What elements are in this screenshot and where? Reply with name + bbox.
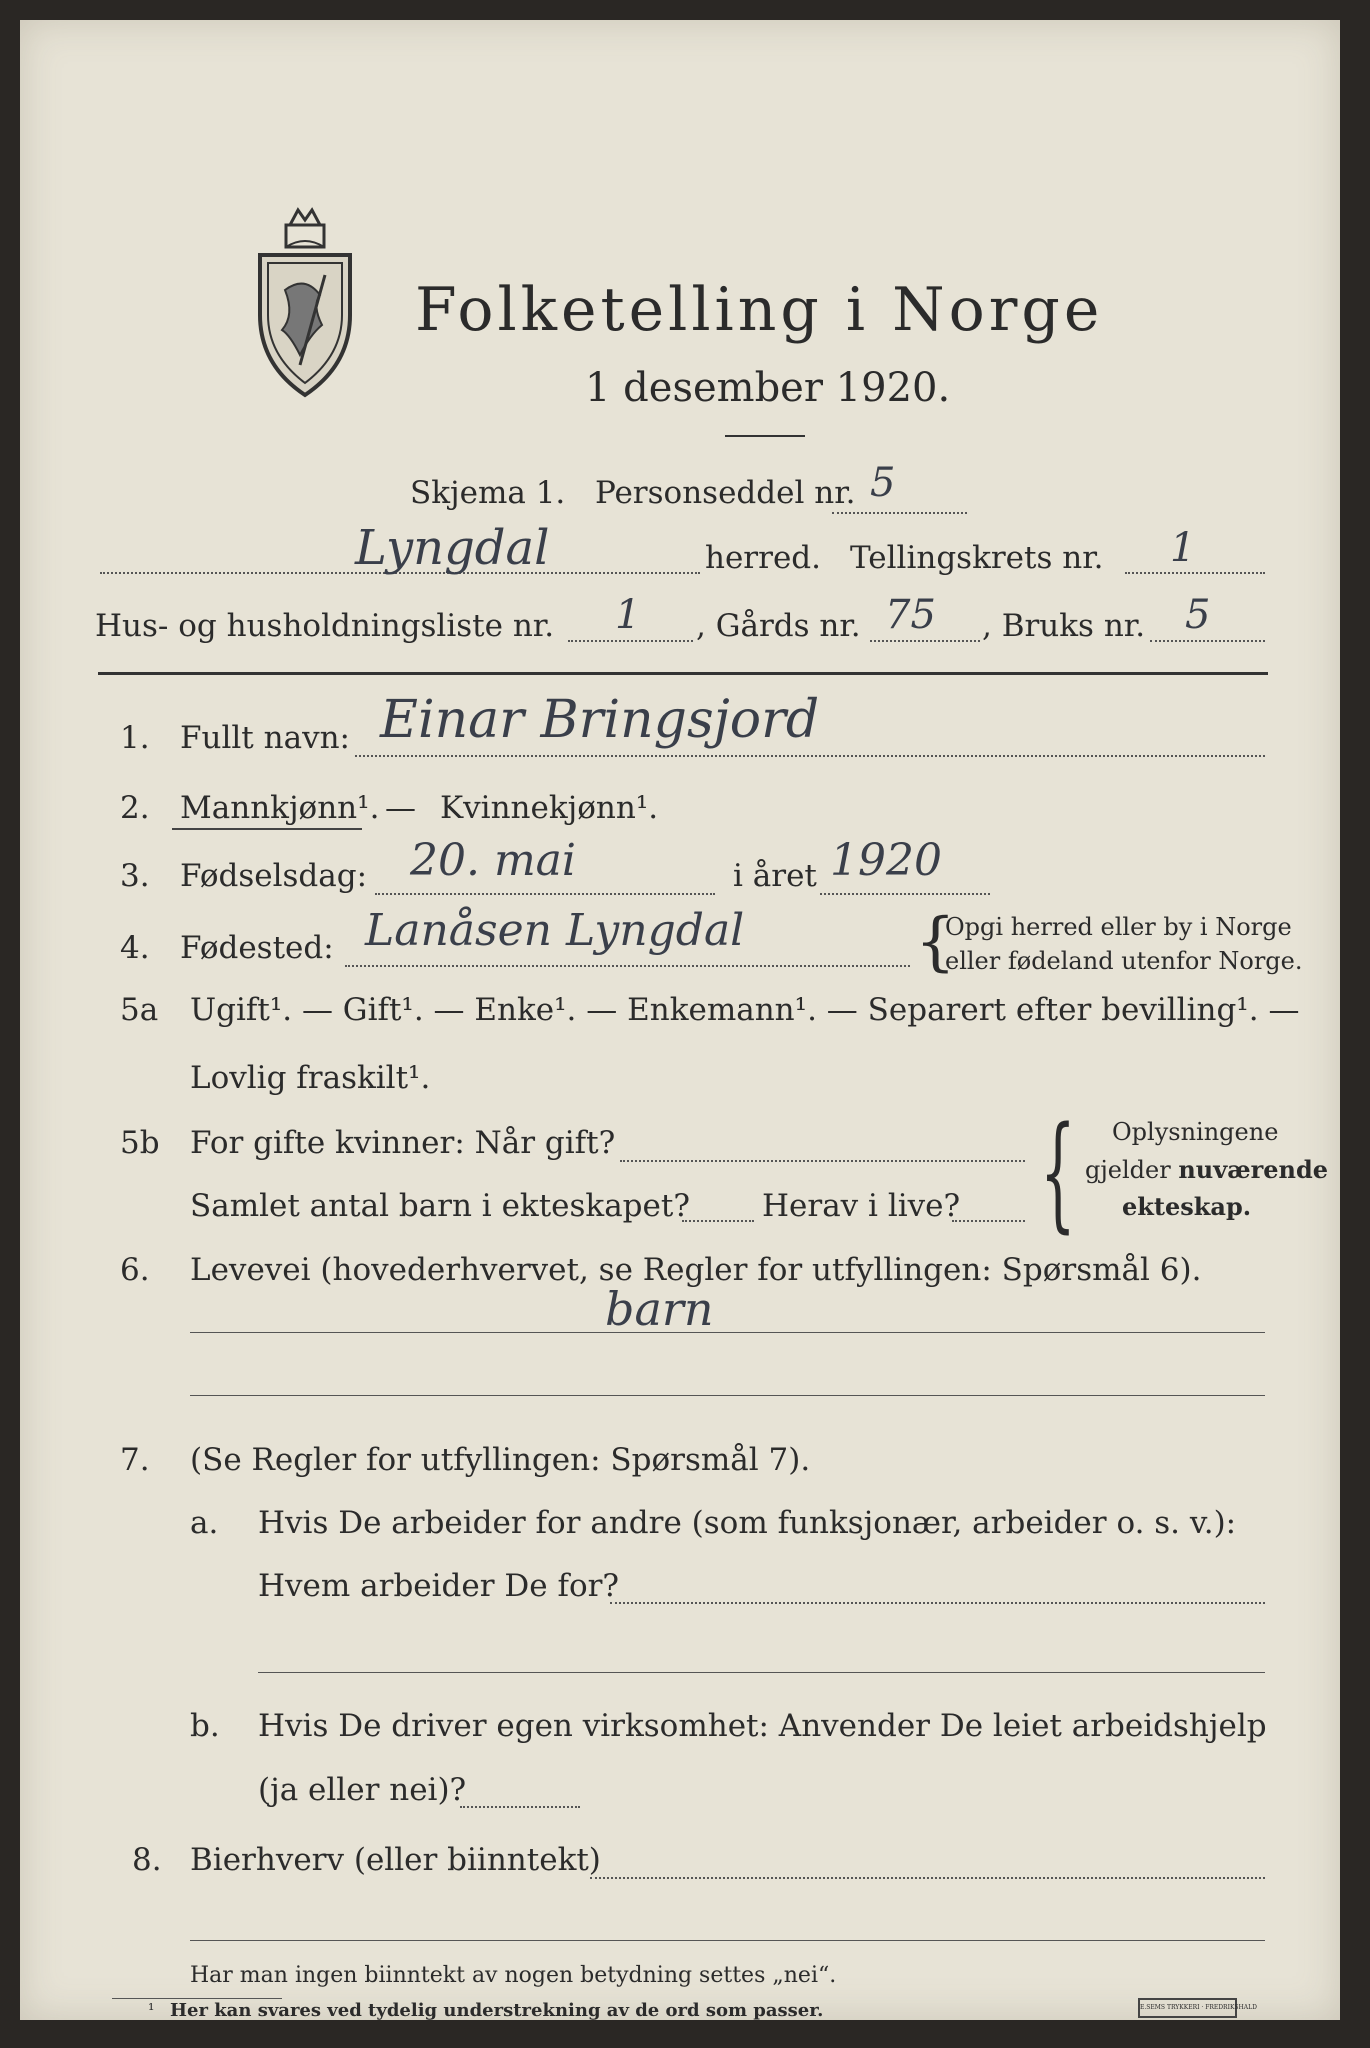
footer-note: Har man ingen biinntekt av nogen betydning settes „nei“.: [190, 1963, 837, 1988]
herred-value: Lyngdal: [355, 520, 550, 576]
q8-answer-line: [590, 1877, 1265, 1879]
q7a-answer-line2: [258, 1672, 1265, 1673]
q7b-line1: Hvis De driver egen virksomhet: Anvender De leiet arbeidshjelp: [258, 1708, 1267, 1744]
q1-number: 1.: [120, 720, 150, 756]
q1-value: Einar Bringsjord: [380, 690, 820, 750]
tellingskrets-value: 1: [1170, 525, 1196, 571]
q4-note-line1: Opgi herred eller by i Norge: [945, 913, 1292, 941]
q8-label: Bierhverv (eller biinntekt): [190, 1842, 601, 1878]
skjema-label: Skjema 1.: [410, 475, 566, 511]
gards-value: 75: [885, 592, 936, 638]
q8-answer-line2: [190, 1940, 1265, 1941]
q6-line1: [190, 1332, 1265, 1333]
q3-line: [375, 893, 715, 895]
q5b-note-line3: ekteskap.: [1122, 1192, 1252, 1221]
q3-label: Fødselsdag:: [180, 858, 368, 894]
q4-label: Fødested:: [180, 930, 334, 966]
q2-number: 2.: [120, 790, 150, 826]
q1-label: Fullt navn:: [180, 720, 350, 756]
hus-label: Hus- og husholdningsliste nr.: [95, 608, 555, 644]
footnote-rule: [112, 1998, 282, 1999]
personseddel-line: [832, 512, 967, 514]
q4-note-line2: eller fødeland utenfor Norge.: [945, 947, 1303, 975]
q7-label: (Se Regler for utfyllingen: Spørsmål 7).: [190, 1442, 811, 1478]
q7-number: 7.: [120, 1442, 150, 1478]
q3-year-line: [820, 893, 990, 895]
form-date: 1 desember 1920.: [585, 365, 951, 411]
gards-label: , Gårds nr.: [696, 608, 861, 644]
q5b-number: 5b: [120, 1125, 160, 1161]
header-separator: [98, 672, 1268, 675]
q5b-note-current: nuværende: [1178, 1155, 1329, 1184]
title-divider: [725, 435, 805, 437]
q5a-number: 5a: [120, 992, 159, 1028]
tellingskrets-line: [1125, 572, 1265, 574]
q7b-answer-line: [460, 1806, 580, 1808]
form-title: Folketelling i Norge: [415, 275, 1104, 345]
q8-number: 8.: [132, 1842, 162, 1878]
q4-number: 4.: [120, 930, 150, 966]
q4-line: [345, 965, 910, 967]
q5b-note-line2: [1085, 1155, 1328, 1184]
q6-number: 6.: [120, 1252, 150, 1288]
hus-line: [568, 640, 693, 642]
q5b-married-line: [620, 1160, 1025, 1162]
q5b-children-line: [682, 1220, 754, 1222]
q5b-alive-line: [952, 1220, 1025, 1222]
q3-number: 3.: [120, 858, 150, 894]
q5b-label-alive: Herav i live?: [762, 1188, 961, 1224]
q7b-line2: (ja eller nei)?: [258, 1772, 467, 1808]
gards-line: [870, 640, 980, 642]
bruks-value: 5: [1185, 592, 1211, 638]
q3-year-label: i året: [733, 858, 817, 894]
q3-value: 20. mai: [410, 835, 576, 886]
q5a-options-cont: Lovlig fraskilt¹.: [190, 1060, 431, 1096]
q2-separator: —: [385, 790, 416, 826]
q7a-line2: Hvem arbeider De for?: [258, 1568, 620, 1604]
tellingskrets-label: Tellingskrets nr.: [850, 540, 1104, 576]
q5a-options: Ugift¹. — Gift¹. — Enke¹. — Enkemann¹. — Separert efter bevilling¹. —: [190, 992, 1300, 1028]
herred-label: herred.: [705, 540, 821, 576]
q3-year-value: 1920: [830, 835, 942, 886]
personseddel-value: 5: [870, 460, 896, 506]
census-form: [20, 20, 1340, 2020]
bruks-label: , Bruks nr.: [982, 608, 1146, 644]
footnote-mark: ¹: [148, 2000, 155, 2019]
personseddel-label: Personseddel nr.: [595, 475, 856, 511]
coat-of-arms-icon: [250, 205, 360, 405]
bruks-line: [1150, 640, 1265, 642]
q4-value: Lanåsen Lyngdal: [365, 905, 745, 956]
q2-kvinnekjonn: Kvinnekjønn¹.: [440, 790, 659, 826]
q6-line2: [190, 1395, 1265, 1396]
footnote-text: Her kan svares ved tydelig understrekning av de ord som passer.: [170, 2000, 824, 2021]
q7a-number: a.: [190, 1505, 219, 1541]
q7a-answer-line: [610, 1602, 1265, 1604]
q7a-line1: Hvis De arbeider for andre (som funksjonær, arbeider o. s. v.):: [258, 1505, 1237, 1541]
q2-mannkjonn: Mannkjønn¹.: [180, 790, 380, 826]
q5b-note-line1: Oplysningene: [1112, 1118, 1279, 1146]
q5b-label-children: Samlet antal barn i ekteskapet?: [190, 1188, 690, 1224]
q5b-bracket: {: [1040, 1100, 1076, 1245]
q6-value: barn: [605, 1282, 714, 1336]
q5b-label-married: For gifte kvinner: Når gift?: [190, 1125, 616, 1161]
q6-label: Levevei (hovederhvervet, se Regler for utfyllingen: Spørsmål 6).: [190, 1252, 1202, 1288]
q4-bracket: {: [915, 905, 956, 979]
printer-stamp: E.SEMS TRYKKERI · FREDRIKSHALD: [1138, 1998, 1237, 2018]
q7b-number: b.: [190, 1708, 220, 1744]
hus-value: 1: [615, 592, 641, 638]
q5b-note-gjelder: gjelder: [1085, 1156, 1179, 1184]
q1-line: [355, 755, 1265, 757]
q2-underline: [172, 828, 362, 830]
